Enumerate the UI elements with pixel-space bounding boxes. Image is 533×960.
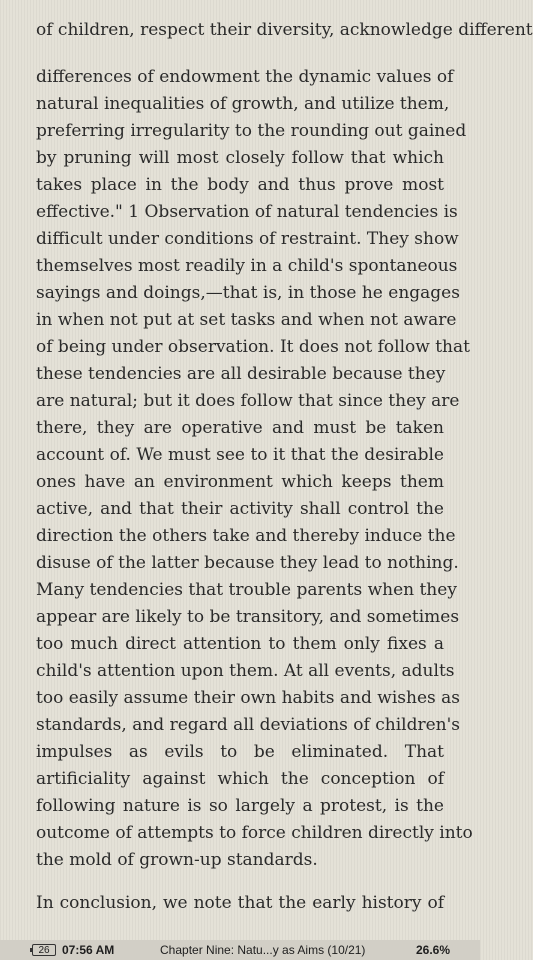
- text-line: appear are likely to be transitory, and sometimes: [36, 607, 460, 627]
- text-line: Many tendencies that trouble parents when they: [36, 580, 457, 600]
- text-line: standards, and regard all deviations of children's: [36, 715, 460, 735]
- text-line: effective." 1 Observation of natural tendencies is: [36, 202, 458, 222]
- page-body-text: [36, 64, 473, 874]
- text-line: by pruning will most closely follow that which: [36, 148, 444, 168]
- battery-icon: 26: [32, 944, 56, 956]
- text-line: in when not put at set tasks and when not aware: [36, 310, 457, 330]
- text-line: difficult under conditions of restraint. They show: [36, 229, 459, 249]
- text-line: child's attention upon them. At all events, adults: [36, 661, 455, 681]
- text-line: differences of endowment the dynamic values of: [36, 67, 454, 87]
- text-line: the mold of grown-up standards.: [36, 850, 318, 870]
- text-line: impulses as evils to be eliminated. That: [36, 742, 444, 762]
- chapter-title: Chapter Nine: Natu...y as Aims (10/21): [160, 943, 366, 957]
- text-line: following nature is so largely a protest, is the: [36, 796, 444, 816]
- reader-status-bar[interactable]: [0, 940, 480, 960]
- text-line: sayings and doings,—that is, in those he engages: [36, 283, 460, 303]
- text-line: too easily assume their own habits and wishes as: [36, 688, 461, 708]
- text-line: artificiality against which the conception of: [36, 769, 444, 789]
- partial-top-line: of children, respect their diversity, acknowledge different: [36, 20, 533, 40]
- text-line: active, and that their activity shall control the: [36, 499, 444, 519]
- text-line: are natural; but it does follow that since they are: [36, 391, 460, 411]
- text-line: these tendencies are all desirable because they: [36, 364, 446, 384]
- text-line: ones have an environment which keeps them: [36, 472, 444, 492]
- text-line: natural inequalities of growth, and utilize them,: [36, 94, 450, 114]
- text-line: there, they are operative and must be taken: [36, 418, 444, 438]
- text-line: disuse of the latter because they lead to nothing.: [36, 553, 459, 573]
- text-line: preferring irregularity to the rounding out gained: [36, 121, 467, 141]
- text-line: outcome of attempts to force children directly into: [36, 823, 473, 843]
- text-line: themselves most readily in a child's spontaneous: [36, 256, 458, 276]
- text-line: direction the others take and thereby induce the: [36, 526, 456, 546]
- text-line: account of. We must see to it that the desirable: [36, 445, 444, 465]
- partial-bottom-line: In conclusion, we note that the early history of: [36, 893, 444, 913]
- text-line: of being under observation. It does not follow that: [36, 337, 470, 357]
- text-line: too much direct attention to them only fixes a: [36, 634, 444, 654]
- clock-time: 07:56 AM: [62, 943, 115, 957]
- reading-progress: 26.6%: [415, 943, 450, 957]
- text-line: takes place in the body and thus prove most: [36, 175, 444, 195]
